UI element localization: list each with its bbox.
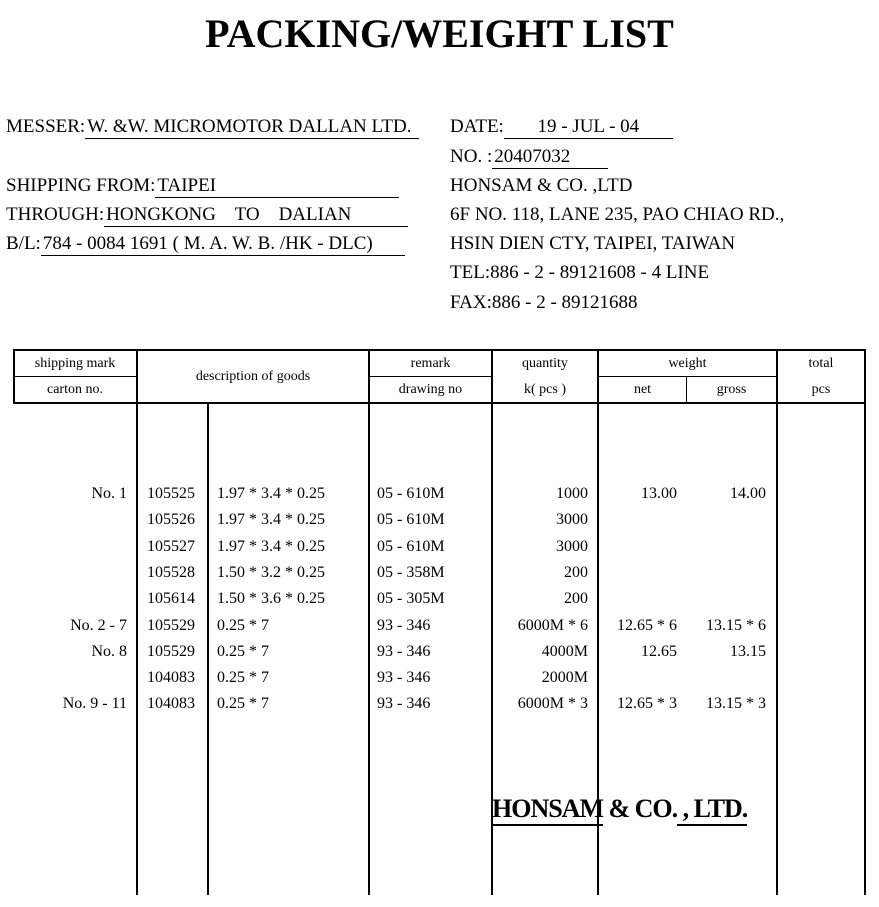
header-shipping-mark: shipping mark [34, 356, 116, 371]
address-line-2: HSIN DIEN CTY, TAIPEI, TAIWAN [450, 233, 736, 254]
messer-line [6, 116, 419, 139]
bl-value: 784 - 0084 1691 ( M. A. W. B. /HK - DLC) [41, 233, 405, 256]
col-line-1 [136, 349, 138, 895]
item-size: 0.25 * 7 [217, 643, 269, 660]
item-size: 1.50 * 3.2 * 0.25 [217, 564, 325, 581]
messer-label: MESSER: [6, 116, 86, 137]
gross-weight: 13.15 * 3 [706, 695, 766, 712]
header-remark: remark [410, 356, 451, 371]
messer-value: W. &W. MICROMOTOR DALLAN LTD. [85, 116, 419, 139]
tel: TEL:886 - 2 - 89121608 - 4 LINE [450, 262, 710, 283]
item-size: 1.97 * 3.4 * 0.25 [217, 511, 325, 528]
signature-part-2: & CO. [603, 794, 678, 823]
gross-weight: 13.15 * 6 [706, 617, 766, 634]
item-size: 0.25 * 7 [217, 695, 269, 712]
col-line-2 [207, 403, 209, 895]
drawing-no: 05 - 358M [377, 564, 445, 581]
shipping-from-line [6, 175, 399, 198]
shipping-mark-divider [13, 376, 136, 377]
gross-weight: 14.00 [730, 485, 766, 502]
fax: FAX:886 - 2 - 89121688 [450, 292, 638, 313]
through-value: HONGKONG TO DALIAN [104, 204, 408, 227]
header-net: net [633, 382, 652, 397]
signature-part-3: , LTD. [677, 794, 747, 826]
weight-divider [598, 376, 776, 377]
net-weight: 12.65 * 3 [617, 695, 677, 712]
header-description: description of goods [195, 369, 311, 384]
address-line-1: 6F NO. 118, LANE 235, PAO CHIAO RD., [450, 204, 785, 225]
signature-part-1: HONSAM [492, 794, 603, 826]
date-value: 19 - JUL - 04 [504, 116, 673, 139]
drawing-no: 93 - 346 [377, 643, 431, 660]
carton-no: No. 1 [91, 485, 127, 502]
drawing-no: 05 - 610M [377, 538, 445, 555]
no-line [450, 146, 608, 169]
net-weight: 13.00 [641, 485, 677, 502]
no-value: 20407032 [492, 146, 608, 169]
page-title: PACKING/WEIGHT LIST [205, 11, 674, 56]
drawing-no: 05 - 610M [377, 485, 445, 502]
quantity: 200 [564, 590, 588, 607]
carton-no: No. 2 - 7 [70, 617, 127, 634]
item-size: 1.97 * 3.4 * 0.25 [217, 538, 325, 555]
drawing-no: 93 - 346 [377, 695, 431, 712]
col-line-6 [776, 349, 778, 895]
item-code: 104083 [147, 669, 195, 686]
shipping-from-value: TAIPEI [155, 175, 399, 198]
quantity: 4000M [541, 643, 588, 660]
table-top-border [13, 349, 866, 351]
company-name: HONSAM & CO. ,LTD [450, 175, 633, 196]
bl-label: B/L: [6, 233, 41, 254]
date-label: DATE: [450, 116, 504, 137]
header-total-unit: pcs [811, 382, 831, 397]
header-quantity: quantity [522, 356, 568, 371]
header-drawing-no: drawing no [398, 382, 463, 397]
item-code: 105525 [147, 485, 195, 502]
quantity: 3000 [556, 538, 588, 555]
drawing-no: 93 - 346 [377, 669, 431, 686]
carton-no: No. 9 - 11 [62, 695, 127, 712]
remark-divider [368, 376, 492, 377]
item-code: 105528 [147, 564, 195, 581]
header-weight: weight [668, 356, 707, 371]
gross-weight: 13.15 [730, 643, 766, 660]
item-code: 105526 [147, 511, 195, 528]
drawing-no: 05 - 610M [377, 511, 445, 528]
company-signature-stamp [492, 794, 747, 826]
item-code: 104083 [147, 695, 195, 712]
carton-no: No. 8 [91, 643, 127, 660]
net-weight: 12.65 * 6 [617, 617, 677, 634]
quantity: 1000 [556, 485, 588, 502]
through-label: THROUGH: [6, 204, 105, 225]
through-line [6, 204, 408, 227]
shipping-from-label: SHIPPING FROM: [6, 175, 156, 196]
net-weight: 12.65 [641, 643, 677, 660]
drawing-no: 93 - 346 [377, 617, 431, 634]
no-label: NO. : [450, 146, 493, 167]
drawing-no: 05 - 305M [377, 590, 445, 607]
item-size: 1.50 * 3.6 * 0.25 [217, 590, 325, 607]
item-code: 105614 [147, 590, 195, 607]
quantity: 200 [564, 564, 588, 581]
quantity: 2000M [541, 669, 588, 686]
item-code: 105529 [147, 617, 195, 634]
header-carton-no: carton no. [47, 382, 103, 397]
col-line-3 [368, 349, 370, 895]
table-right-border [864, 349, 866, 895]
header-quantity-unit: k( pcs ) [524, 382, 566, 397]
quantity: 6000M * 6 [517, 617, 588, 634]
table-header-bottom-border [13, 402, 866, 404]
item-size: 0.25 * 7 [217, 617, 269, 634]
item-size: 1.97 * 3.4 * 0.25 [217, 485, 325, 502]
quantity: 3000 [556, 511, 588, 528]
quantity: 6000M * 3 [517, 695, 588, 712]
item-code: 105529 [147, 643, 195, 660]
header-total: total [808, 356, 834, 371]
item-code: 105527 [147, 538, 195, 555]
item-size: 0.25 * 7 [217, 669, 269, 686]
bl-line [6, 233, 405, 256]
header-gross: gross [716, 382, 747, 397]
date-line [450, 116, 673, 139]
